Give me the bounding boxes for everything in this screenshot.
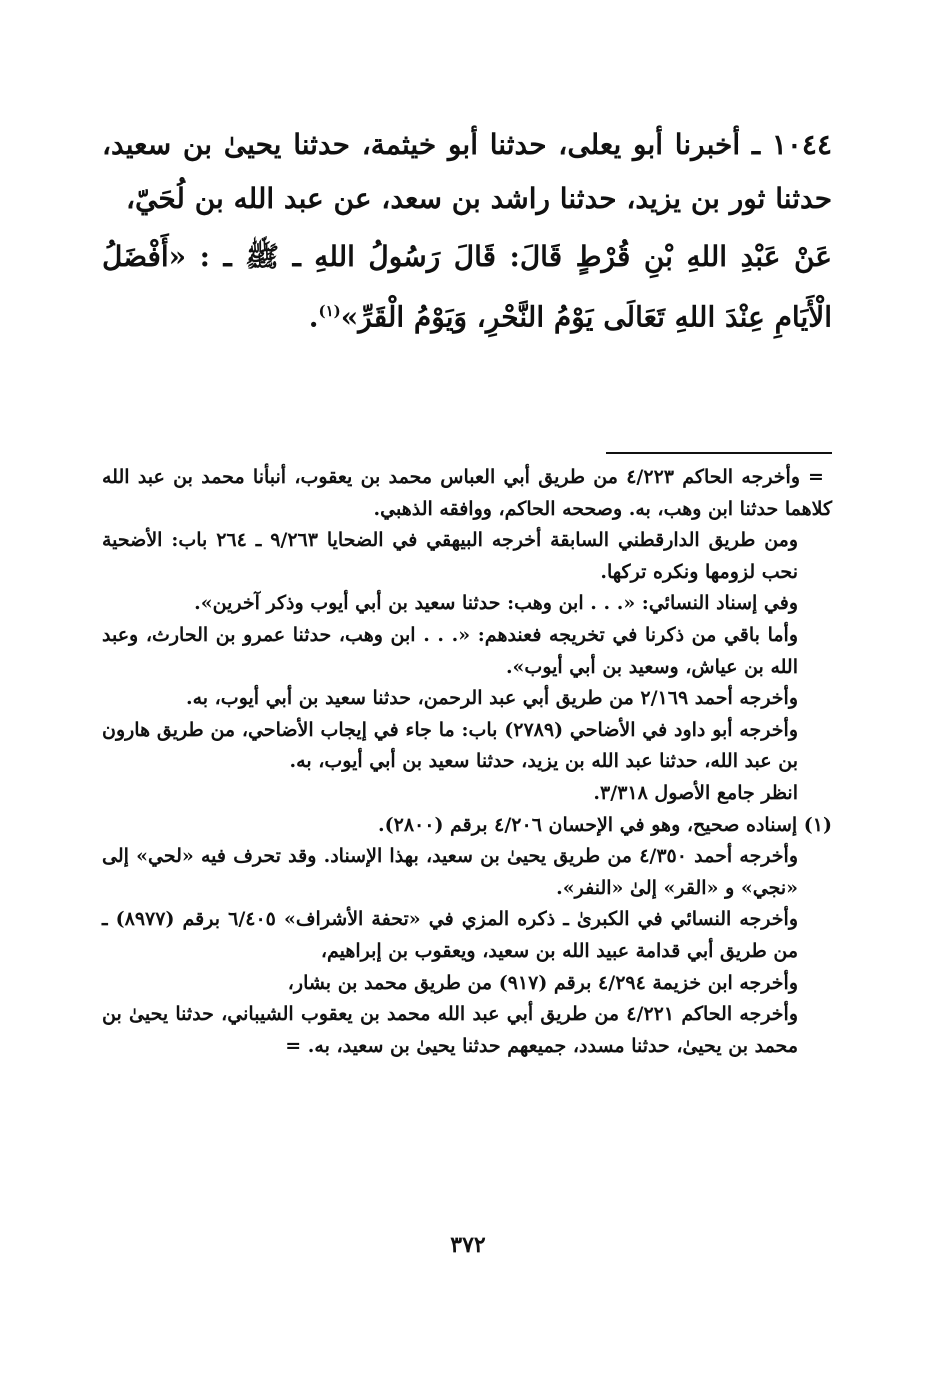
footnote-carried-line xyxy=(102,462,832,525)
footnote-carried-line: وفي إسناد النسائي: «. . . ابن وهب: حدثنا سعيد بن أبي أيوب وذكر آخرين». xyxy=(194,592,798,615)
end-continuation-mark: = xyxy=(285,1034,302,1057)
footnote-separator xyxy=(606,452,832,454)
footnote-carried-text: وأخرجه الحاكم ٤/٢٢٣ من طريق أبي العباس محمد بن يعقوب، أنبأنا محمد بن عبد الله كلاهما حدثنا ابن وهب، به. وصححه الحاكم، ووافقه الذهبي. xyxy=(102,466,832,520)
footnote-1-marker: (١) xyxy=(803,813,832,836)
page-number: ٣٧٢ xyxy=(450,1232,486,1258)
footnote-1-line xyxy=(102,999,832,1062)
footnote-1-last-text: وأخرجه الحاكم ٤/٢٢١ من طريق أبي عبد الله محمد بن يعقوب الشيباني، حدثنا يحيىٰ بن محمد بن يحيىٰ، حدثنا مسدد، جميعهم حدثنا يحيىٰ بن سعيد، به. xyxy=(102,1003,798,1057)
footnote-reference: (١) xyxy=(318,302,341,320)
hadith-matn-text: عَنْ عَبْدِ اللهِ بْنِ قُرْطٍ قَالَ: قَالَ رَسُولُ اللهِ ـ ﷺ ـ : «أَفْضَلُ الْأَيَامِ عِنْدَ اللهِ تَعَالَى يَوْمُ النَّحْرِ، وَيَوْمُ الْقَرِّ» xyxy=(102,240,832,334)
footnote-1-line: وأخرجه النسائي في الكبرىٰ ـ ذكره المزي في «تحفة الأشراف» ٦/٤٠٥ برقم (٨٩٧٧) ـ من طريق أبي قدامة عبيد الله بن سعيد، ويعقوب بن إبراهيم، xyxy=(102,908,798,962)
main-text xyxy=(102,118,832,344)
hadith-matn xyxy=(102,230,832,344)
footnote-1 xyxy=(102,810,832,842)
footnotes xyxy=(102,462,832,1062)
footnote-carried-line: وأما باقي من ذكرنا في تخريجه فعندهم: «. . . ابن وهب، حدثنا عمرو بن الحارث، وعبد الله بن عياش، وسعيد بن أبي أيوب». xyxy=(102,623,798,678)
footnote-carried-line: وأخرجه أحمد ٢/١٦٩ من طريق أبي عبد الرحمن، حدثنا سعيد بن أبي أيوب، به. xyxy=(185,687,798,710)
footnote-1-line: وأخرجه أحمد ٤/٣٥٠ من طريق يحيىٰ بن سعيد، بهذا الإسناد. وقد تحرف فيه «لحي» إلى «نجي» و «القر» إلىٰ «النفر». xyxy=(102,845,798,899)
footnote-carried-line: ومن طريق الدارقطني السابقة أخرجه البيهقي في الضحايا ٩/٢٦٣ ـ ٢٦٤ باب: الأضحية نحب لزومها ونكره تركها. xyxy=(102,529,799,583)
hadith-isnad: ١٠٤٤ ـ أخبرنا أبو يعلى، حدثنا أبو خيثمة، حدثنا يحيىٰ بن سعيد، حدثنا ثور بن يزيد، حدثنا راشد بن سعد، عن عبد الله بن لُحَيّ، xyxy=(102,128,832,215)
continuation-mark: = xyxy=(808,466,824,488)
footnote-carried-line: انظر جامع الأصول ٣/٣١٨. xyxy=(593,781,798,804)
matn-end-punctuation: . xyxy=(308,300,319,334)
footnote-1-line: وأخرجه ابن خزيمة ٤/٢٩٤ برقم (٩١٧) من طريق محمد بن بشار، xyxy=(287,971,798,994)
footnote-carried-line: وأخرجه أبو داود في الأضاحي (٢٧٨٩) باب: ما جاء في إيجاب الأضاحي، من طريق هارون بن عبد الله، حدثنا عبد الله بن يزيد، حدثنا سعيد بن أبي أيوب، به. xyxy=(102,718,798,773)
footnote-1-text: إسناده صحيح، وهو في الإحسان ٤/٢٠٦ برقم (٢٨٠٠). xyxy=(378,813,798,836)
